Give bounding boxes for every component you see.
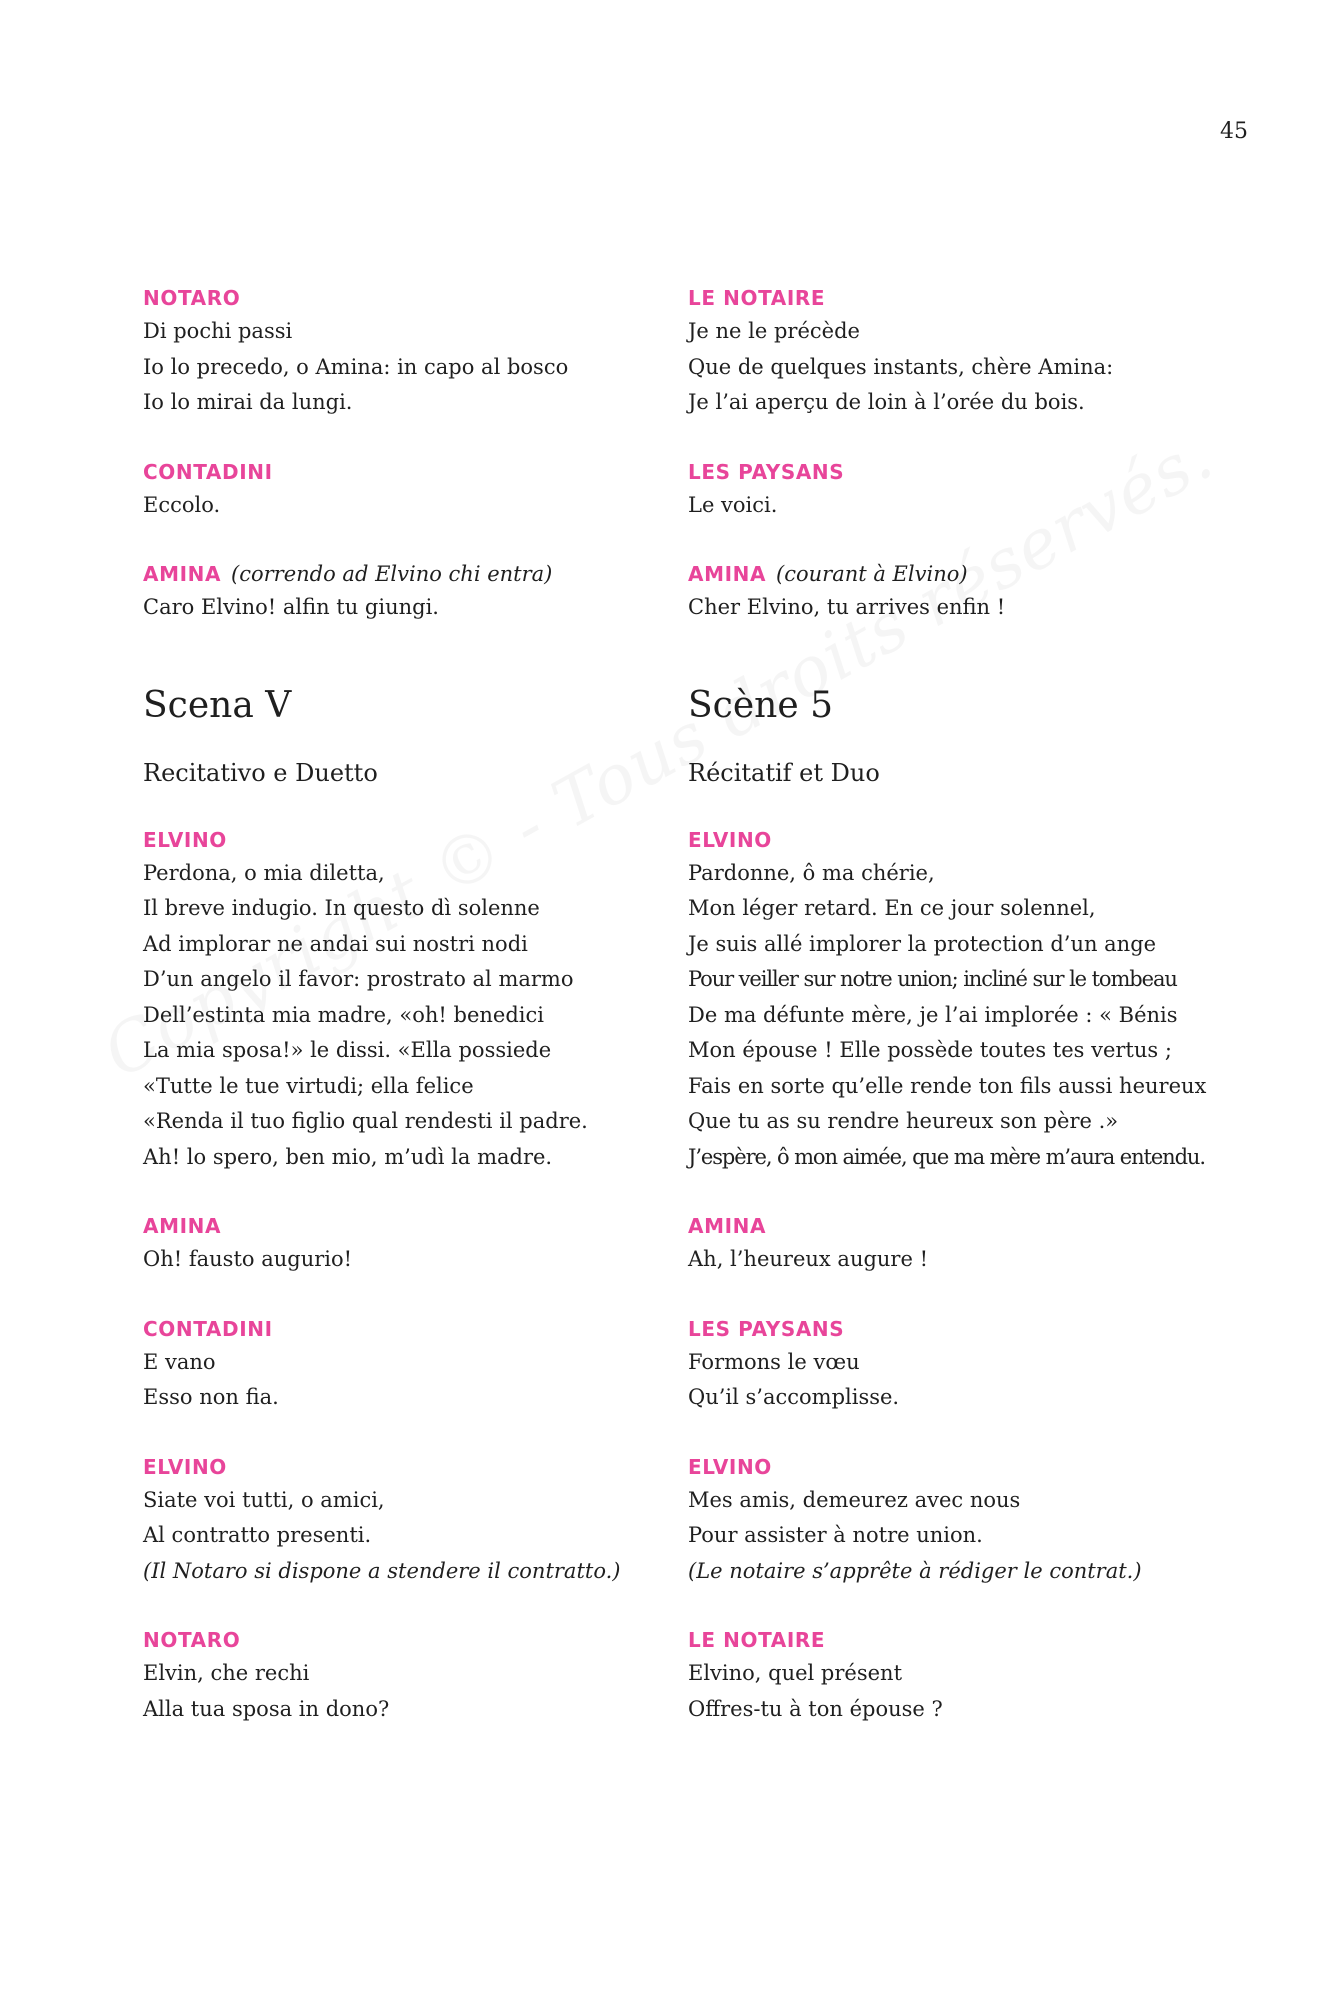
verse-line: Cher Elvino, tu arrives enfin ! xyxy=(688,595,1006,619)
verse-line: Pour assister à notre union. xyxy=(688,1523,983,1547)
stage-direction: (correndo ad Elvino chi entra) xyxy=(231,562,553,586)
speaker-name: CONTADINI xyxy=(143,1316,273,1341)
scene-subtitle: Récitatif et Duo xyxy=(688,758,880,787)
verse-line: Alla tua sposa in dono? xyxy=(143,1696,390,1721)
dialogue-block-elvino xyxy=(688,824,1248,1176)
verse-line: «Renda il tuo figlio qual rendesti il padre. xyxy=(143,1109,588,1133)
dialogue-block-contadini xyxy=(143,1313,703,1416)
speaker-name: LES PAYSANS xyxy=(688,459,845,484)
verse-line: De ma défunte mère, je l’ai implorée : « Bénis xyxy=(688,1002,1178,1027)
dialogue-block-amina xyxy=(143,558,703,626)
verse-line: Elvino, quel présent xyxy=(688,1661,903,1685)
verse-line: Oh! fausto augurio! xyxy=(143,1247,353,1271)
dialogue-block-le-notaire xyxy=(688,1624,1248,1727)
speaker-name: CONTADINI xyxy=(143,459,273,484)
speaker-name: AMINA xyxy=(143,562,222,586)
dialogue-block-amina xyxy=(143,1210,703,1278)
verse-line: Offres-tu à ton épouse ? xyxy=(688,1696,943,1721)
stage-direction: (courant à Elvino) xyxy=(776,562,968,586)
verse-line: Ah! lo spero, ben mio, m’udì la madre. xyxy=(143,1144,553,1169)
verse-line: Je l’ai aperçu de loin à l’orée du bois. xyxy=(688,390,1085,414)
speaker-name: NOTARO xyxy=(143,1628,241,1652)
speaker-name: AMINA xyxy=(688,562,767,586)
verse-line: Siate voi tutti, o amici, xyxy=(143,1487,385,1512)
dialogue-block-elvino xyxy=(143,824,703,1176)
dialogue-block-elvino xyxy=(688,1451,1248,1590)
verse-line: Que de quelques instants, chère Amina: xyxy=(688,354,1114,379)
verse-line: Eccolo. xyxy=(143,492,221,517)
verse-line: Le voici. xyxy=(688,492,778,517)
verse-line: Mon épouse ! Elle possède toutes tes vertus ; xyxy=(688,1038,1172,1062)
verse-line: Elvin, che rechi xyxy=(143,1661,310,1685)
verse-line: Mes amis, demeurez avec nous xyxy=(688,1487,1021,1512)
speaker-name: ELVINO xyxy=(143,1454,227,1479)
verse-line: Mon léger retard. En ce jour solennel, xyxy=(688,896,1096,920)
speaker-name: LES PAYSANS xyxy=(688,1316,845,1341)
verse-line: Il breve indugio. In questo dì solenne xyxy=(143,896,540,920)
speaker-name: ELVINO xyxy=(688,827,772,852)
stage-direction: (Il Notaro si dispone a stendere il contratto.) xyxy=(143,1558,621,1583)
dialogue-block-les-paysans xyxy=(688,1313,1248,1416)
verse-line: Pour veiller sur notre union; incliné sur le tombeau xyxy=(688,967,1177,991)
verse-line: Dell’estinta mia madre, «oh! benedici xyxy=(143,1002,544,1027)
verse-line: Esso non fia. xyxy=(143,1385,279,1409)
verse-line: E vano xyxy=(143,1349,216,1374)
page-number: 45 xyxy=(1220,119,1248,144)
dialogue-block-elvino xyxy=(143,1451,703,1590)
verse-line: Caro Elvino! alfin tu giungi. xyxy=(143,595,439,619)
dialogue-block-contadini xyxy=(143,456,703,524)
french-column xyxy=(688,282,1248,1727)
verse-line: Perdona, o mia diletta, xyxy=(143,860,385,885)
scene-subtitle: Recitativo e Duetto xyxy=(143,758,378,787)
dialogue-block-les-paysans xyxy=(688,456,1248,524)
speaker-name: LE NOTAIRE xyxy=(688,286,826,310)
speaker-name: AMINA xyxy=(143,1214,222,1238)
speaker-name: NOTARO xyxy=(143,286,241,310)
verse-line: Je suis allé implorer la protection d’un ange xyxy=(688,931,1157,956)
verse-line: Ad implorar ne andai sui nostri nodi xyxy=(143,931,528,956)
verse-line: J’espère, ô mon aimée, que ma mère m’aura entendu. xyxy=(688,1144,1205,1169)
verse-line: Pardonne, ô ma chérie, xyxy=(688,860,935,885)
verse-line: La mia sposa!» le dissi. «Ella possiede xyxy=(143,1038,552,1062)
verse-line: «Tutte le tue virtudi; ella felice xyxy=(143,1073,474,1098)
verse-line: Ah, l’heureux augure ! xyxy=(688,1247,929,1271)
dialogue-block-notaro xyxy=(143,282,703,421)
italian-column xyxy=(143,282,703,1727)
verse-line: Io lo precedo, o Amina: in capo al bosco xyxy=(143,354,569,379)
verse-line: Formons le vœu xyxy=(688,1349,860,1374)
verse-line: Je ne le précède xyxy=(688,319,860,343)
dialogue-block-notaro xyxy=(143,1624,703,1727)
speaker-name: LE NOTAIRE xyxy=(688,1628,826,1652)
verse-line: Qu’il s’accomplisse. xyxy=(688,1385,900,1409)
verse-line: Al contratto presenti. xyxy=(143,1523,372,1547)
verse-line: Fais en sorte qu’elle rende ton fils aussi heureux xyxy=(688,1073,1207,1098)
dialogue-block-le-notaire xyxy=(688,282,1248,421)
stage-direction: (Le notaire s’apprête à rédiger le contrat.) xyxy=(688,1558,1142,1583)
dialogue-block-amina xyxy=(688,1210,1248,1278)
verse-line: Di pochi passi xyxy=(143,319,293,343)
verse-line: Io lo mirai da lungi. xyxy=(143,390,353,414)
speaker-name: ELVINO xyxy=(143,827,227,852)
speaker-name: AMINA xyxy=(688,1214,767,1238)
dialogue-block-amina xyxy=(688,558,1248,626)
verse-line: Que tu as su rendre heureux son père .» xyxy=(688,1109,1119,1133)
verse-line: D’un angelo il favor: prostrato al marmo xyxy=(143,967,574,991)
speaker-name: ELVINO xyxy=(688,1454,772,1479)
scene-title: Scena V xyxy=(143,684,292,726)
scene-title: Scène 5 xyxy=(688,684,833,726)
